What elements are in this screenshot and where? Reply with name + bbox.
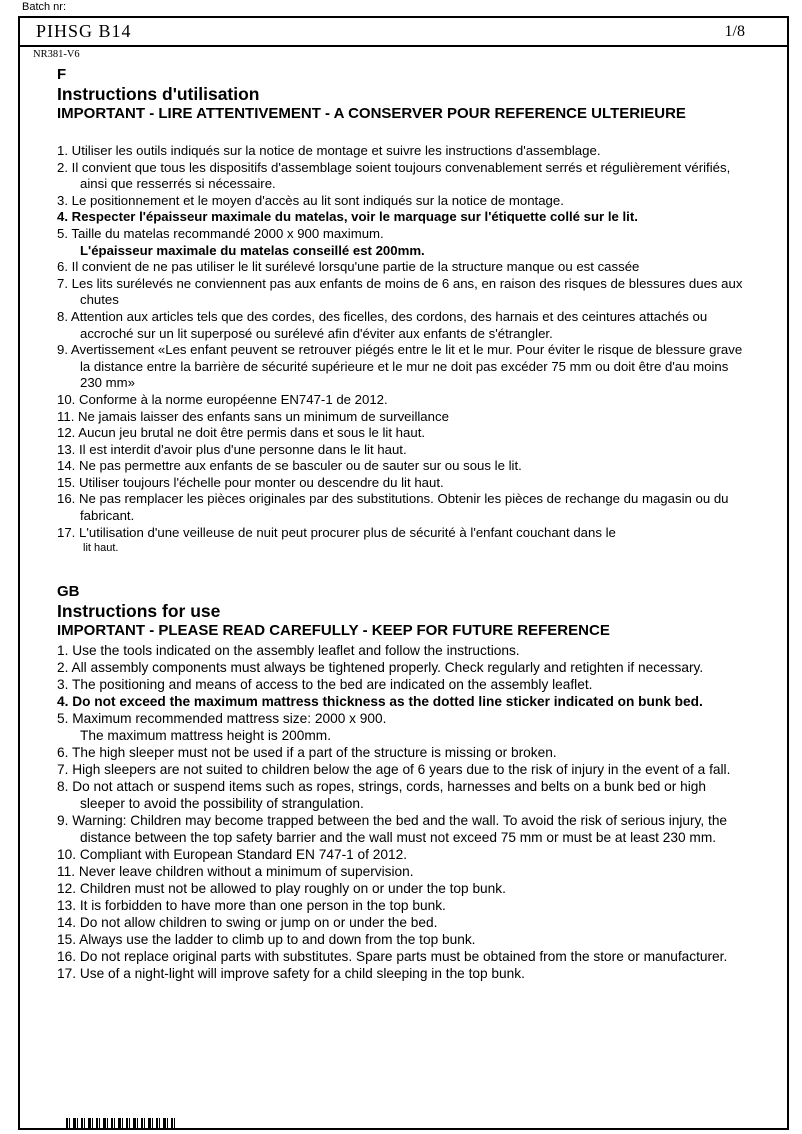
section-title-english: Instructions for use [57, 601, 221, 622]
instruction-line: The maximum mattress height is 200mm. [80, 728, 332, 744]
instruction-line: 6. The high sleeper must not be used if a part of the structure is missing or broken. [57, 745, 557, 761]
item-number: 15. [57, 474, 76, 490]
instruction-item [57, 491, 749, 524]
document-title: PIHSG B14 [36, 21, 132, 41]
item-number: 9. [57, 342, 68, 358]
instruction-line: 1. Use the tools indicated on the assembly leaflet and follow the instructions. [57, 643, 520, 659]
instruction-line: 12. Aucun jeu brutal ne doit être permis dans et sous le lit haut. [57, 425, 426, 441]
section-english [57, 583, 755, 982]
instruction-item [57, 676, 749, 693]
section-french [57, 66, 755, 555]
instruction-line: 17. L'utilisation d'une veilleuse de nuit peut procurer plus de sécurité à l'enfant couchant dans le [57, 524, 616, 540]
item-number: 10. [57, 847, 77, 863]
instruction-item [57, 761, 749, 778]
instruction-line: 2. All assembly components must always be tightened properly. Check regularly and retighten if necessary. [57, 660, 704, 676]
page-number: 1/8 [724, 22, 745, 40]
item-number: 13. [57, 898, 77, 914]
language-label-french: F [57, 66, 67, 83]
item-number: 3. [57, 192, 68, 208]
page-content [20, 66, 787, 982]
instruction-item [57, 744, 749, 761]
item-number: 9. [57, 813, 69, 829]
instruction-item [57, 143, 749, 160]
item-number: 15. [57, 932, 77, 948]
instruction-list-french [57, 143, 749, 555]
item-number: 17. [57, 966, 77, 982]
item-number: 8. [57, 308, 68, 324]
instruction-item [57, 693, 749, 710]
item-number: 17. [57, 524, 76, 540]
instruction-item [57, 442, 749, 459]
instruction-item [57, 392, 749, 409]
instruction-item [57, 309, 749, 342]
instruction-line: 7. Les lits surélevés ne conviennent pas aux enfants de moins de 6 ans, en raison des risques de blessures dues aux chutes [57, 275, 743, 308]
language-label-english: GB [57, 583, 80, 601]
item-number: 10. [57, 391, 76, 407]
instruction-item [57, 948, 749, 965]
instruction-line: 2. Il convient que tous les dispositifs d'assemblage soient toujours convenablement serrés et régulièrement vérifiés, ainsi que resserrés si nécessaire. [57, 159, 731, 192]
instruction-item [57, 880, 749, 897]
instruction-item [57, 863, 749, 880]
instruction-item [57, 475, 749, 492]
instruction-item [57, 259, 749, 276]
instruction-line: 14. Do not allow children to swing or jump on or under the bed. [57, 915, 438, 931]
document-code: NR381-V6 [33, 49, 80, 60]
instruction-item [57, 525, 749, 556]
instruction-line: 10. Conforme à la norme européenne EN747-1 de 2012. [57, 391, 388, 407]
page-header [20, 18, 787, 47]
instruction-line: 3. Le positionnement et le moyen d'accès au lit sont indiqués sur la notice de montage. [57, 192, 564, 208]
instruction-item [57, 276, 749, 309]
instruction-item [57, 897, 749, 914]
item-number: 6. [57, 259, 68, 275]
document-frame [18, 16, 789, 1130]
instruction-line: 4. Respecter l'épaisseur maximale du matelas, voir le marquage sur l'étiquette collé sur le lit. [57, 209, 638, 225]
item-number: 11. [57, 408, 75, 424]
item-number: 11. [57, 864, 76, 880]
item-number: 7. [57, 762, 69, 778]
item-number: 12. [57, 881, 77, 897]
item-number: 7. [57, 275, 68, 291]
instruction-line: 17. Use of a night-light will improve safety for a child sleeping in the top bunk. [57, 966, 525, 982]
item-number: 2. [57, 159, 68, 175]
instruction-list-english [57, 642, 749, 982]
item-number: 4. [57, 209, 68, 225]
instruction-item [57, 659, 749, 676]
instruction-item [57, 425, 749, 442]
item-number: 16. [57, 491, 76, 507]
instruction-line: 16. Do not replace original parts with substitutes. Spare parts must be obtained from the store or manufacturer. [57, 949, 728, 965]
instruction-item [57, 193, 749, 210]
instruction-line: 15. Utiliser toujours l'échelle pour monter ou descendre du lit haut. [57, 474, 444, 490]
item-number: 6. [57, 745, 69, 761]
instruction-line: 12. Children must not be allowed to play roughly on or under the top bunk. [57, 881, 506, 897]
instruction-item [57, 458, 749, 475]
item-number: 14. [57, 915, 77, 931]
item-number: 16. [57, 949, 77, 965]
batch-number-label: Batch nr: [22, 1, 67, 13]
instruction-line: 13. It is forbidden to have more than one person in the top bunk. [57, 898, 446, 914]
important-notice-french: IMPORTANT - LIRE ATTENTIVEMENT - A CONSERVER POUR REFERENCE ULTERIEURE [57, 105, 686, 122]
instruction-item [57, 965, 749, 982]
instruction-item [57, 209, 749, 226]
instruction-item [57, 931, 749, 948]
section-title-french: Instructions d'utilisation [57, 84, 260, 104]
instruction-line: 3. The positioning and means of access to the bed are indicated on the assembly leaflet. [57, 677, 593, 693]
item-number: 5. [57, 225, 68, 241]
instruction-line: 4. Do not exceed the maximum mattress thickness as the dotted line sticker indicated on bunk bed. [57, 694, 703, 710]
instruction-line: lit haut. [83, 542, 119, 555]
instruction-line: L'épaisseur maximale du matelas conseillé est 200mm. [80, 242, 425, 258]
instruction-item [57, 226, 749, 259]
instruction-line: 7. High sleepers are not suited to children below the age of 6 years due to the risk of injury in the event of a fall. [57, 762, 731, 778]
item-number: 4. [57, 694, 69, 710]
instruction-line: 6. Il convient de ne pas utiliser le lit surélevé lorsqu'une partie de la structure manque ou est cassée [57, 259, 640, 275]
instruction-line: 14. Ne pas permettre aux enfants de se basculer ou de sauter sur ou sous le lit. [57, 458, 522, 474]
item-number: 1. [57, 643, 69, 659]
instruction-line: 11. Ne jamais laisser des enfants sans un minimum de surveillance [57, 408, 449, 424]
instruction-line: 9. Avertissement «Les enfant peuvent se retrouver piégés entre le lit et le mur. Pour éviter le risque de blessure grave la distance entre la barrière de sécurité supérieure et le mur ne doit pas excéder 75 mm ou doit être d'au moins 230 mm» [57, 342, 743, 391]
item-number: 1. [57, 143, 68, 158]
instruction-line: 13. Il est interdit d'avoir plus d'une personne dans le lit haut. [57, 441, 407, 457]
instruction-item [57, 409, 749, 426]
instruction-item [57, 642, 749, 659]
important-notice-english: IMPORTANT - PLEASE READ CAREFULLY - KEEP FOR FUTURE REFERENCE [57, 622, 610, 640]
item-number: 2. [57, 660, 69, 676]
instruction-line: 5. Maximum recommended mattress size: 2000 x 900. [57, 711, 387, 727]
instruction-line: 15. Always use the ladder to climb up to and down from the top bunk. [57, 932, 476, 948]
instruction-item [57, 914, 749, 931]
item-number: 12. [57, 425, 76, 441]
barcode [66, 1118, 178, 1128]
instruction-line: 8. Do not attach or suspend items such as ropes, strings, cords, harnesses and belts on a bunk bed or high sleeper to avoid the possibility of strangulation. [57, 779, 707, 812]
instruction-line: 11. Never leave children without a minimum of supervision. [57, 864, 414, 880]
item-number: 8. [57, 779, 69, 795]
instruction-item [57, 846, 749, 863]
item-number: 5. [57, 711, 69, 727]
instruction-line: 1. Utiliser les outils indiqués sur la notice de montage et suivre les instructions d'assemblage. [57, 143, 601, 158]
instruction-item [57, 778, 749, 812]
instruction-item [57, 812, 749, 846]
item-number: 13. [57, 441, 76, 457]
item-number: 3. [57, 677, 69, 693]
instruction-line: 8. Attention aux articles tels que des cordes, des ficelles, des cordons, des harnais et des ceintures attachés ou accroché sur un lit superposé ou surélevé afin d'éviter aux enfants de s'étrangler. [57, 308, 708, 341]
instruction-line: 9. Warning: Children may become trapped between the bed and the wall. To avoid the risk of serious injury, the distance between the top safety barrier and the wall must not exceed 75 mm or must be at least 230 mm. [57, 813, 728, 846]
instruction-line: 5. Taille du matelas recommandé 2000 x 900 maximum. [57, 225, 384, 241]
instruction-line: 16. Ne pas remplacer les pièces originales par des substitutions. Obtenir les pièces de rechange du magasin ou du fabricant. [57, 491, 729, 524]
instruction-item [57, 160, 749, 193]
instruction-item [57, 342, 749, 392]
instruction-line: 10. Compliant with European Standard EN 747-1 of 2012. [57, 847, 408, 863]
instruction-item [57, 710, 749, 744]
item-number: 14. [57, 458, 76, 474]
